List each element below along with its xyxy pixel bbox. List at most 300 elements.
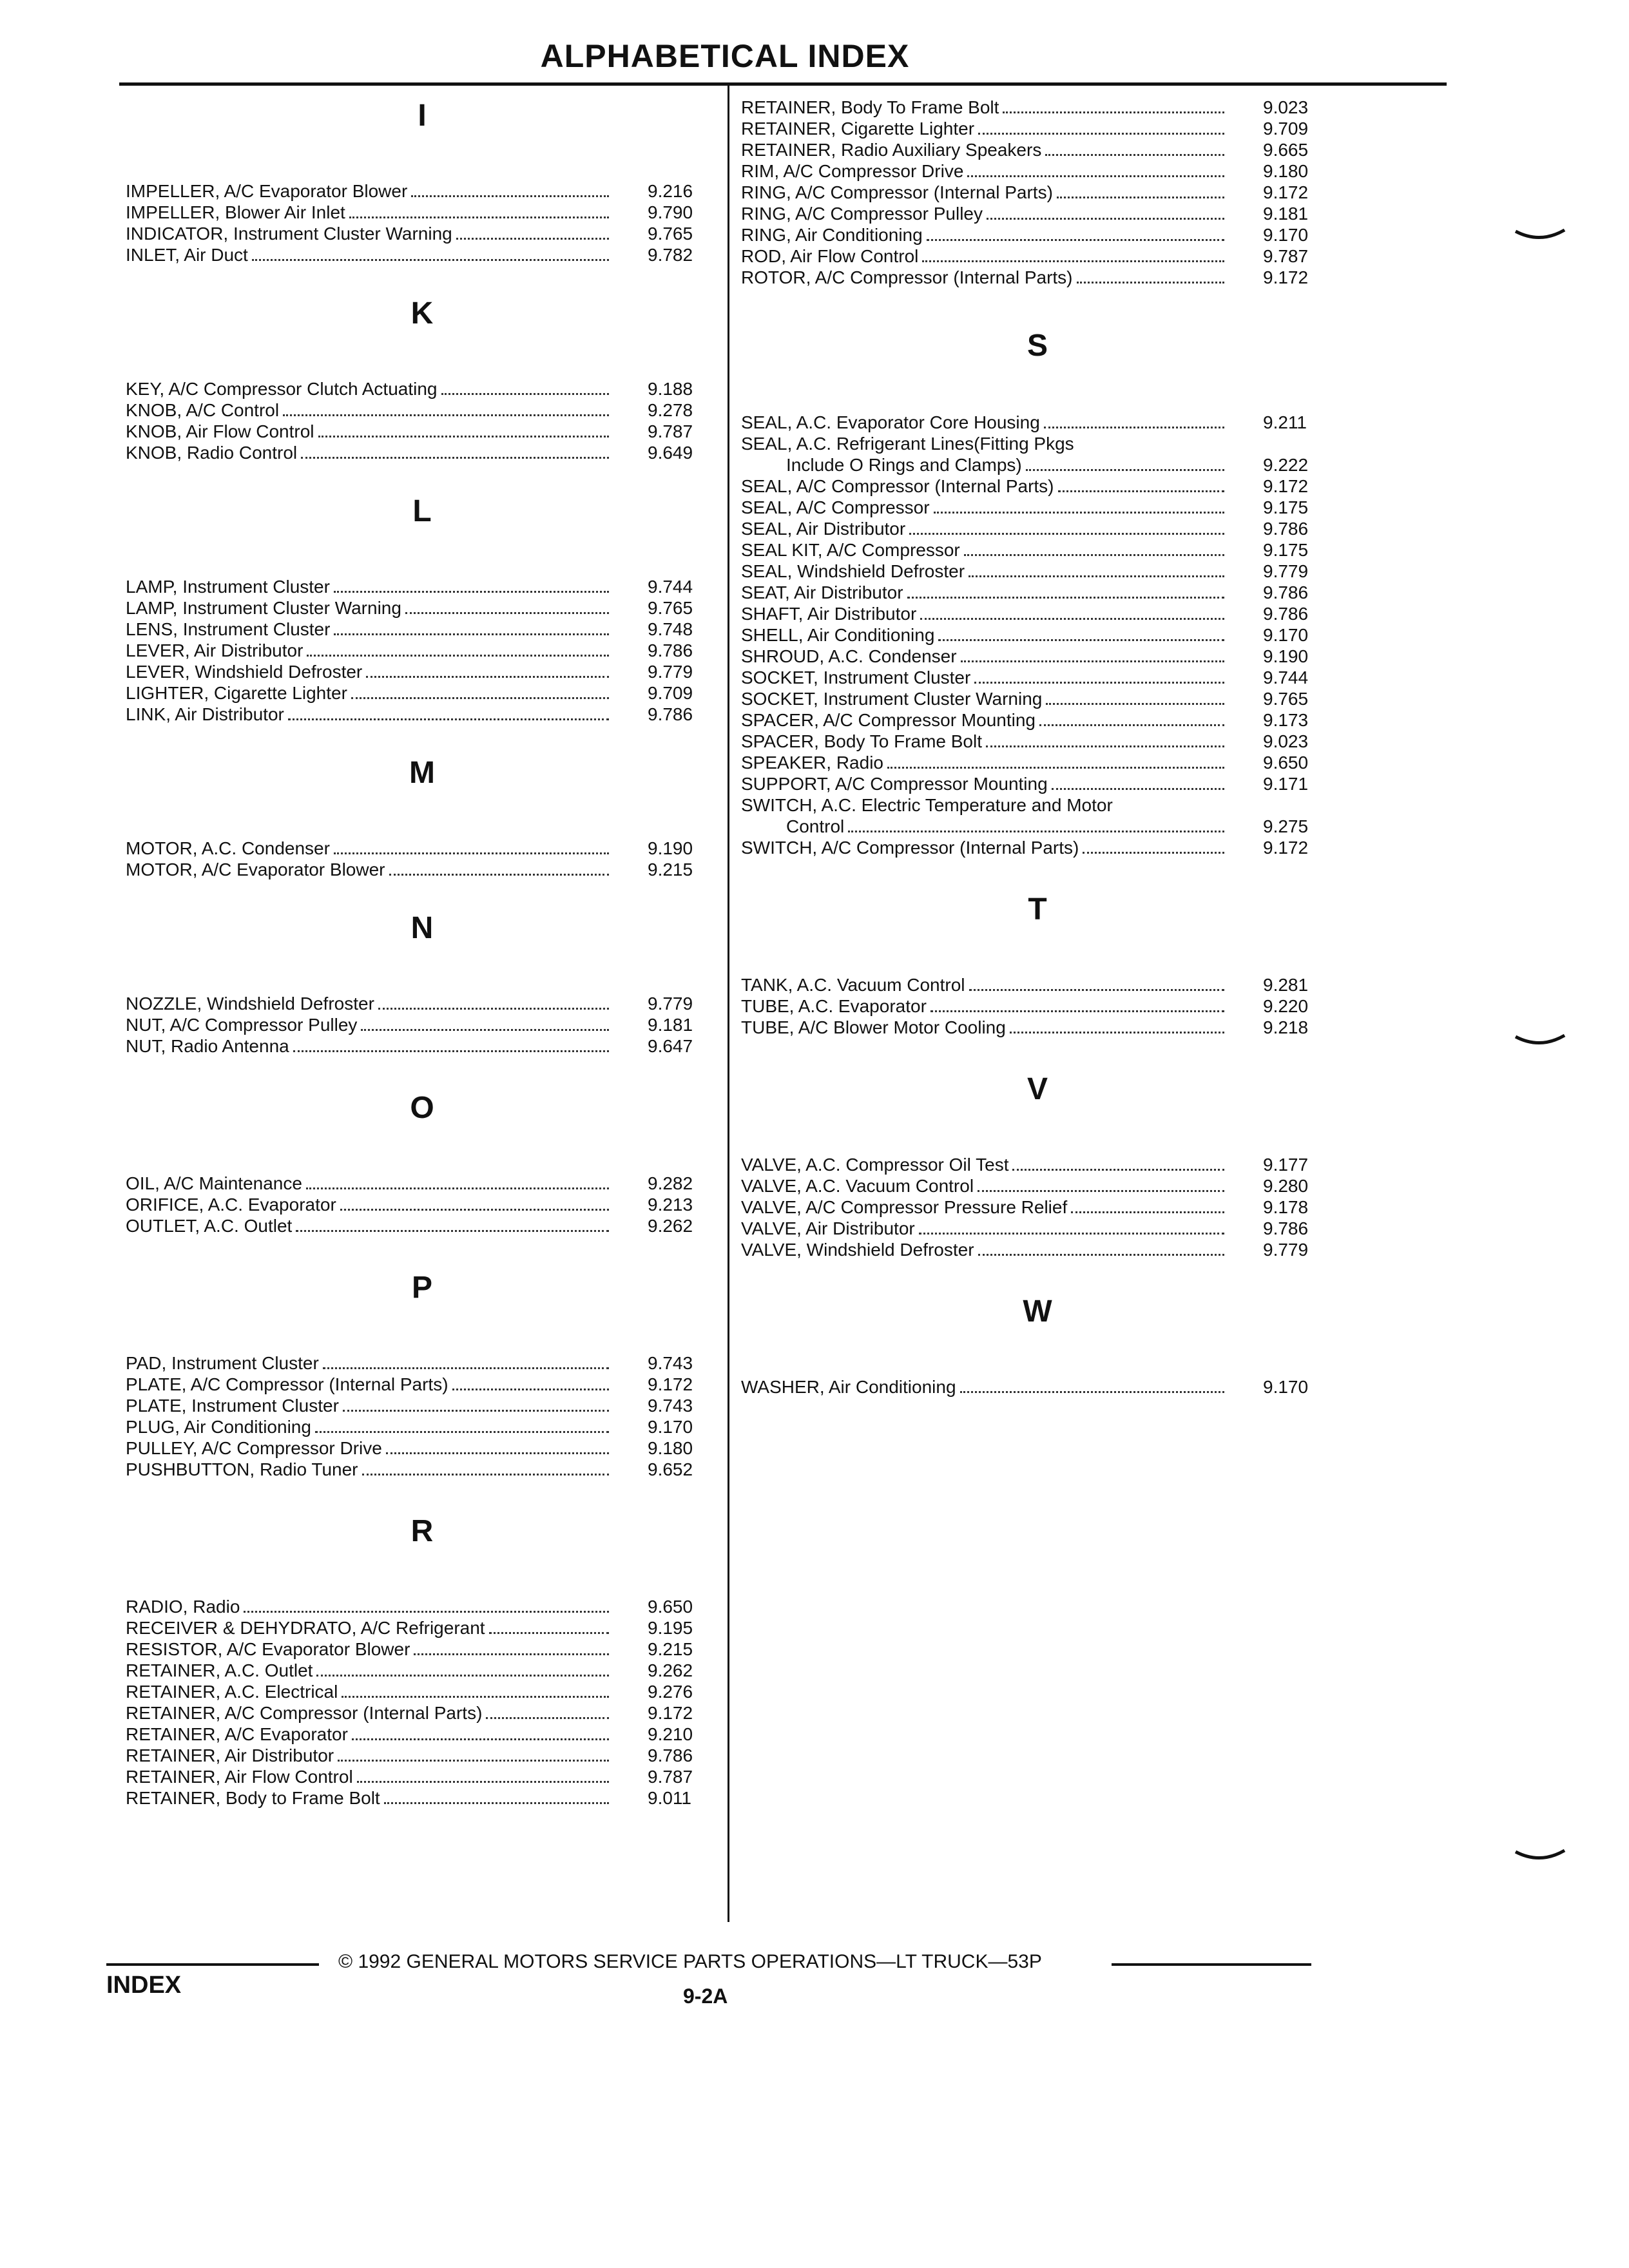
dot-leader bbox=[352, 1738, 609, 1740]
index-section bbox=[741, 1070, 1334, 1260]
entry-page: 9.779 bbox=[648, 662, 693, 682]
entry-page: 9.172 bbox=[648, 1374, 693, 1394]
dot-leader bbox=[334, 852, 609, 854]
entry-name: SPACER, A/C Compressor Mounting bbox=[741, 710, 1036, 730]
entry-name: WASHER, Air Conditioning bbox=[741, 1377, 956, 1397]
binding-mark bbox=[1514, 229, 1566, 242]
dot-leader bbox=[306, 1187, 609, 1189]
entry-page: 9.218 bbox=[1263, 1017, 1309, 1037]
entry-page: 9.213 bbox=[648, 1195, 693, 1215]
dot-leader bbox=[1071, 1211, 1224, 1213]
entry-name: SPACER, Body To Frame Bolt bbox=[741, 731, 982, 751]
entry-name: RETAINER, Cigarette Lighter bbox=[741, 119, 975, 139]
index-section bbox=[741, 97, 1334, 288]
entry-name: TUBE, A/C Blower Motor Cooling bbox=[741, 1017, 1006, 1037]
index-entry bbox=[126, 576, 718, 597]
entry-page: 9.175 bbox=[1263, 540, 1309, 560]
entry-page: 9.765 bbox=[648, 598, 693, 618]
entry-name: SEAL, Windshield Defroster bbox=[741, 561, 965, 581]
dot-leader bbox=[969, 989, 1224, 991]
entry-name: SWITCH, A/C Compressor (Internal Parts) bbox=[741, 838, 1079, 858]
dot-leader bbox=[1045, 154, 1224, 156]
dot-leader bbox=[1057, 197, 1224, 198]
entry-page: 9.779 bbox=[648, 994, 693, 1014]
entry-name: SHROUD, A.C. Condenser bbox=[741, 646, 957, 666]
dot-leader bbox=[340, 1209, 609, 1211]
index-entry bbox=[126, 1766, 718, 1787]
entry-page: 9.786 bbox=[1263, 604, 1309, 624]
index-entry bbox=[126, 859, 718, 880]
entry-page: 9.779 bbox=[1263, 561, 1309, 581]
footer-page-number: 9-2A bbox=[683, 1984, 728, 2008]
entry-page: 9.211 bbox=[1263, 412, 1307, 432]
entry-name: SUPPORT, A/C Compressor Mounting bbox=[741, 774, 1048, 794]
index-entry bbox=[741, 667, 1334, 688]
index-entry bbox=[126, 1437, 718, 1459]
dot-leader bbox=[307, 655, 609, 657]
dot-leader bbox=[252, 259, 609, 261]
entry-page: 9.790 bbox=[648, 202, 693, 222]
section-letter: W bbox=[1023, 1294, 1052, 1329]
dot-leader bbox=[349, 216, 609, 218]
dot-leader bbox=[316, 1675, 609, 1677]
index-entry bbox=[126, 1724, 718, 1745]
dot-leader bbox=[486, 1717, 609, 1719]
footer-copyright: © 1992 GENERAL MOTORS SERVICE PARTS OPERATIONS—LT TRUCK—53P bbox=[338, 1951, 1042, 1972]
index-entry bbox=[741, 688, 1334, 709]
entry-name: SEAL, A.C. Refrigerant Lines(Fitting Pkgs bbox=[741, 434, 1074, 454]
dot-leader bbox=[405, 612, 609, 614]
entry-name: KNOB, A/C Control bbox=[126, 400, 280, 420]
section-letter: N bbox=[410, 911, 434, 945]
entry-name: OUTLET, A.C. Outlet bbox=[126, 1216, 293, 1236]
entry-page: 9.280 bbox=[1263, 1176, 1309, 1196]
dot-leader bbox=[967, 175, 1224, 177]
dot-leader bbox=[934, 512, 1224, 514]
index-section bbox=[126, 97, 718, 265]
entry-name: MOTOR, A/C Evaporator Blower bbox=[126, 860, 385, 879]
section-letter: P bbox=[411, 1271, 432, 1305]
entry-page: 9.275 bbox=[1263, 816, 1309, 836]
index-entry bbox=[741, 245, 1334, 267]
index-section bbox=[741, 890, 1334, 1038]
entry-page: 9.171 bbox=[1263, 774, 1309, 794]
entry-name: NOZZLE, Windshield Defroster bbox=[126, 994, 374, 1014]
dot-leader bbox=[974, 682, 1224, 684]
entry-page: 9.665 bbox=[1263, 140, 1309, 160]
section-letter: R bbox=[410, 1514, 434, 1548]
index-entry bbox=[126, 223, 718, 244]
entry-name: SEAT, Air Distributor bbox=[741, 582, 903, 602]
entry-name: PAD, Instrument Cluster bbox=[126, 1353, 319, 1373]
index-entry bbox=[741, 1239, 1334, 1260]
section-letter: I bbox=[418, 99, 427, 133]
index-entry bbox=[126, 1215, 718, 1236]
entry-name: IMPELLER, Blower Air Inlet bbox=[126, 202, 345, 222]
section-letter: T bbox=[1028, 892, 1047, 927]
entry-name: KEY, A/C Compressor Clutch Actuating bbox=[126, 379, 438, 399]
entry-name: RETAINER, Body to Frame Bolt bbox=[126, 1788, 380, 1808]
dot-leader bbox=[441, 393, 610, 395]
index-section bbox=[126, 909, 718, 1057]
dot-leader bbox=[986, 745, 1224, 747]
entry-name: RETAINER, A.C. Outlet bbox=[126, 1660, 313, 1680]
entry-page: 9.743 bbox=[648, 1353, 693, 1373]
dot-leader bbox=[323, 1367, 609, 1369]
entry-name: VALVE, A.C. Vacuum Control bbox=[741, 1176, 974, 1196]
entry-name: RESISTOR, A/C Evaporator Blower bbox=[126, 1639, 410, 1659]
index-entry bbox=[741, 412, 1334, 433]
dot-leader bbox=[334, 633, 609, 635]
index-entry bbox=[126, 993, 718, 1014]
index-entry bbox=[741, 1218, 1334, 1239]
dot-leader bbox=[960, 1391, 1224, 1393]
entry-name: KNOB, Radio Control bbox=[126, 443, 298, 463]
dot-leader bbox=[414, 1653, 609, 1655]
entry-page: 9.786 bbox=[648, 640, 693, 660]
index-entry bbox=[126, 1173, 718, 1194]
dot-leader bbox=[1044, 427, 1224, 428]
entry-page: 9.276 bbox=[648, 1682, 693, 1702]
dot-leader bbox=[938, 639, 1224, 641]
entry-name: SEAL, A.C. Evaporator Core Housing bbox=[741, 412, 1040, 432]
entry-name: VALVE, Windshield Defroster bbox=[741, 1240, 974, 1260]
index-entry bbox=[126, 202, 718, 223]
index-entry bbox=[741, 974, 1334, 995]
dot-leader bbox=[887, 767, 1224, 769]
index-section bbox=[126, 1269, 718, 1480]
entry-name: SWITCH, A.C. Electric Temperature and Motor bbox=[741, 795, 1113, 815]
dot-leader bbox=[1077, 282, 1225, 284]
index-entry bbox=[126, 1416, 718, 1437]
dot-leader bbox=[920, 618, 1224, 620]
index-entry bbox=[741, 476, 1334, 497]
entry-page: 9.172 bbox=[648, 1703, 693, 1723]
entry-name: ORIFICE, A.C. Evaporator bbox=[126, 1195, 336, 1215]
entry-name: TANK, A.C. Vacuum Control bbox=[741, 975, 965, 995]
entry-page: 9.173 bbox=[1263, 710, 1309, 730]
dot-leader bbox=[489, 1632, 609, 1634]
dot-leader bbox=[930, 1010, 1224, 1012]
index-entry bbox=[741, 1376, 1334, 1398]
entry-page: 9.216 bbox=[648, 181, 693, 201]
dot-leader bbox=[342, 1696, 609, 1698]
entry-name: SHAFT, Air Distributor bbox=[741, 604, 917, 624]
dot-leader bbox=[244, 1611, 609, 1613]
index-entry bbox=[741, 97, 1334, 118]
index-section bbox=[126, 1512, 718, 1809]
index-entry bbox=[126, 1194, 718, 1215]
index-entry bbox=[741, 709, 1334, 731]
index-entry bbox=[741, 1196, 1334, 1218]
dot-leader bbox=[361, 1029, 609, 1031]
index-entry bbox=[126, 1681, 718, 1702]
entry-page: 9.181 bbox=[1263, 204, 1309, 224]
entry-name: LIGHTER, Cigarette Lighter bbox=[126, 683, 347, 703]
entry-name: RETAINER, Body To Frame Bolt bbox=[741, 97, 999, 117]
dot-leader bbox=[848, 831, 1224, 832]
dot-leader bbox=[362, 1474, 610, 1475]
index-entry bbox=[741, 603, 1334, 624]
dot-leader bbox=[318, 436, 609, 437]
dot-leader bbox=[366, 676, 609, 678]
dot-leader bbox=[961, 660, 1224, 662]
index-entry bbox=[126, 1035, 718, 1057]
dot-leader bbox=[315, 1431, 609, 1433]
entry-name: MOTOR, A.C. Condenser bbox=[126, 838, 330, 858]
index-entry bbox=[741, 624, 1334, 646]
entry-page: 9.190 bbox=[1263, 646, 1309, 666]
binding-mark bbox=[1514, 1849, 1566, 1862]
index-entry bbox=[126, 1395, 718, 1416]
entry-page: 9.652 bbox=[648, 1459, 693, 1479]
left-column bbox=[126, 97, 718, 1809]
entry-page: 9.743 bbox=[648, 1396, 693, 1416]
index-entry bbox=[126, 640, 718, 661]
entry-name: SEAL KIT, A/C Compressor bbox=[741, 540, 960, 560]
entry-page: 9.170 bbox=[648, 1417, 693, 1437]
entry-name: TUBE, A.C. Evaporator bbox=[741, 996, 927, 1016]
index-entry bbox=[126, 838, 718, 859]
dot-leader bbox=[1083, 852, 1224, 854]
entry-page: 9.765 bbox=[1263, 689, 1309, 709]
entry-name: RECEIVER & DEHYDRATO, A/C Refrigerant bbox=[126, 1618, 485, 1638]
entry-page: 9.787 bbox=[648, 1767, 693, 1787]
entry-page: 9.281 bbox=[1263, 975, 1309, 995]
entry-page: 9.786 bbox=[1263, 1218, 1309, 1238]
index-entry bbox=[741, 731, 1334, 752]
entry-name: LENS, Instrument Cluster bbox=[126, 619, 331, 639]
section-letter: V bbox=[1027, 1072, 1048, 1106]
index-entry bbox=[126, 597, 718, 619]
dot-leader bbox=[357, 1781, 609, 1783]
index-entry bbox=[126, 1660, 718, 1681]
index-entry bbox=[126, 682, 718, 704]
entry-name: KNOB, Air Flow Control bbox=[126, 421, 314, 441]
entry-name: RETAINER, Air Distributor bbox=[126, 1745, 334, 1765]
entry-name: PULLEY, A/C Compressor Drive bbox=[126, 1438, 382, 1458]
dot-leader bbox=[386, 1452, 609, 1454]
entry-page: 9.170 bbox=[1263, 1377, 1309, 1397]
entry-name: LEVER, Windshield Defroster bbox=[126, 662, 363, 682]
entry-page: 9.172 bbox=[1263, 182, 1309, 202]
section-letter: M bbox=[409, 756, 435, 790]
entry-page: 9.786 bbox=[1263, 582, 1309, 602]
section-letter: O bbox=[410, 1091, 434, 1125]
entry-page: 9.180 bbox=[648, 1438, 693, 1458]
entry-name: RETAINER, A/C Evaporator bbox=[126, 1724, 348, 1744]
index-entry bbox=[741, 454, 1334, 476]
index-entry bbox=[126, 399, 718, 421]
dot-leader bbox=[384, 1802, 609, 1804]
entry-name: PLUG, Air Conditioning bbox=[126, 1417, 311, 1437]
index-entry bbox=[126, 421, 718, 442]
entry-name: SOCKET, Instrument Cluster Warning bbox=[741, 689, 1043, 709]
index-entry bbox=[741, 118, 1334, 139]
dot-leader bbox=[411, 195, 609, 197]
dot-leader bbox=[338, 1760, 609, 1762]
entry-name: RING, A/C Compressor Pulley bbox=[741, 204, 983, 224]
index-entry bbox=[126, 442, 718, 463]
entry-name: SEAL, Air Distributor bbox=[741, 519, 906, 539]
index-entry bbox=[741, 433, 1334, 454]
index-entry bbox=[126, 244, 718, 265]
entry-name: PUSHBUTTON, Radio Tuner bbox=[126, 1459, 358, 1479]
index-entry bbox=[741, 1175, 1334, 1196]
index-entry bbox=[126, 619, 718, 640]
index-entry bbox=[741, 182, 1334, 203]
entry-page: 9.170 bbox=[1263, 225, 1309, 245]
entry-name: PLATE, Instrument Cluster bbox=[126, 1396, 339, 1416]
entry-name: RING, A/C Compressor (Internal Parts) bbox=[741, 182, 1053, 202]
entry-page: 9.195 bbox=[648, 1618, 693, 1638]
index-entry bbox=[126, 1787, 718, 1809]
entry-name: RETAINER, Radio Auxiliary Speakers bbox=[741, 140, 1042, 160]
index-entry bbox=[741, 794, 1334, 816]
entry-name: VALVE, A/C Compressor Pressure Relief bbox=[741, 1197, 1068, 1217]
entry-name: SHELL, Air Conditioning bbox=[741, 625, 935, 645]
entry-page: 9.765 bbox=[648, 224, 693, 244]
index-entry bbox=[126, 1617, 718, 1639]
index-entry bbox=[741, 752, 1334, 773]
dot-leader bbox=[1039, 724, 1224, 726]
entry-name: NUT, A/C Compressor Pulley bbox=[126, 1015, 358, 1035]
dot-leader bbox=[293, 1050, 609, 1052]
binding-mark bbox=[1514, 1034, 1566, 1047]
entry-page: 9.744 bbox=[648, 577, 693, 597]
entry-page: 9.786 bbox=[648, 1745, 693, 1765]
index-entry bbox=[741, 539, 1334, 561]
entry-page: 9.647 bbox=[648, 1036, 693, 1056]
dot-leader bbox=[296, 1230, 609, 1232]
entry-name: NUT, Radio Antenna bbox=[126, 1036, 289, 1056]
entry-name: LINK, Air Distributor bbox=[126, 704, 284, 724]
dot-leader bbox=[987, 218, 1224, 220]
index-entry bbox=[126, 661, 718, 682]
entry-page: 9.282 bbox=[648, 1173, 693, 1193]
dot-leader bbox=[1052, 788, 1224, 790]
entry-name: RETAINER, A/C Compressor (Internal Parts) bbox=[126, 1703, 483, 1723]
index-entry bbox=[741, 267, 1334, 288]
index-section bbox=[126, 492, 718, 725]
dot-leader bbox=[1026, 469, 1224, 471]
entry-name: RETAINER, Air Flow Control bbox=[126, 1767, 353, 1787]
dot-leader bbox=[907, 597, 1224, 599]
index-entry bbox=[741, 773, 1334, 794]
index-entry bbox=[741, 816, 1334, 837]
index-entry bbox=[741, 160, 1334, 182]
dot-leader bbox=[301, 457, 609, 459]
entry-page: 9.011 bbox=[648, 1788, 691, 1808]
dot-leader bbox=[919, 1233, 1224, 1235]
dot-leader bbox=[283, 414, 609, 416]
entry-page: 9.023 bbox=[1263, 97, 1309, 117]
dot-leader bbox=[288, 718, 609, 720]
index-entry bbox=[741, 582, 1334, 603]
entry-name: ROTOR, A/C Compressor (Internal Parts) bbox=[741, 267, 1073, 287]
index-entry bbox=[126, 1459, 718, 1480]
index-entry bbox=[741, 646, 1334, 667]
entry-name: ROD, Air Flow Control bbox=[741, 246, 919, 266]
entry-page: 9.779 bbox=[1263, 1240, 1309, 1260]
dot-leader bbox=[1003, 111, 1224, 113]
entry-page: 9.170 bbox=[1263, 625, 1309, 645]
index-section bbox=[741, 1293, 1334, 1398]
index-entry bbox=[741, 497, 1334, 518]
entry-page: 9.709 bbox=[1263, 119, 1309, 139]
dot-leader bbox=[334, 591, 609, 593]
footer-section-label: INDEX bbox=[106, 1972, 182, 1999]
entry-page: 9.215 bbox=[648, 860, 693, 879]
entry-page: 9.172 bbox=[1263, 476, 1309, 496]
entry-page: 9.210 bbox=[648, 1724, 693, 1744]
dot-leader bbox=[978, 1190, 1224, 1192]
entry-page: 9.220 bbox=[1263, 996, 1309, 1016]
entry-page: 9.787 bbox=[648, 421, 693, 441]
entry-page: 9.649 bbox=[648, 443, 693, 463]
dot-leader bbox=[456, 238, 609, 240]
entry-name: Include O Rings and Clamps) bbox=[786, 455, 1022, 475]
entry-name: SPEAKER, Radio bbox=[741, 753, 883, 773]
entry-name: RIM, A/C Compressor Drive bbox=[741, 161, 964, 181]
entry-name: RADIO, Radio bbox=[126, 1597, 240, 1617]
index-entry bbox=[741, 203, 1334, 224]
index-entry bbox=[741, 1017, 1334, 1038]
index-section bbox=[126, 754, 718, 880]
footer-rule-left bbox=[106, 1963, 319, 1966]
entry-name: INLET, Air Duct bbox=[126, 245, 248, 265]
entry-page: 9.181 bbox=[648, 1015, 693, 1035]
entry-page: 9.177 bbox=[1263, 1155, 1309, 1175]
index-entry bbox=[126, 378, 718, 399]
dot-leader bbox=[452, 1389, 609, 1390]
title-rule bbox=[119, 82, 1447, 86]
index-section bbox=[741, 327, 1334, 858]
entry-name: RING, Air Conditioning bbox=[741, 225, 923, 245]
entry-name: PLATE, A/C Compressor (Internal Parts) bbox=[126, 1374, 448, 1394]
entry-page: 9.748 bbox=[648, 619, 693, 639]
dot-leader bbox=[1046, 703, 1224, 705]
entry-name: SOCKET, Instrument Cluster bbox=[741, 668, 971, 687]
entry-page: 9.190 bbox=[648, 838, 693, 858]
section-letter: L bbox=[412, 494, 432, 528]
entry-page: 9.172 bbox=[1263, 838, 1309, 858]
dot-leader bbox=[978, 1254, 1224, 1256]
index-entry bbox=[126, 1745, 718, 1766]
index-entry bbox=[126, 180, 718, 202]
index-section bbox=[126, 1089, 718, 1236]
dot-leader bbox=[1058, 490, 1224, 492]
entry-name: IMPELLER, A/C Evaporator Blower bbox=[126, 181, 408, 201]
dot-leader bbox=[927, 239, 1224, 241]
footer-rule-right bbox=[1112, 1963, 1311, 1966]
entry-name: LEVER, Air Distributor bbox=[126, 640, 304, 660]
entry-page: 9.180 bbox=[1263, 161, 1309, 181]
index-entry bbox=[126, 1014, 718, 1035]
page-title: ALPHABETICAL INDEX bbox=[540, 38, 910, 74]
column-divider bbox=[728, 86, 729, 1922]
index-entry bbox=[741, 518, 1334, 539]
index-entry bbox=[126, 1596, 718, 1617]
entry-name: SEAL, A/C Compressor (Internal Parts) bbox=[741, 476, 1054, 496]
entry-page: 9.786 bbox=[648, 704, 693, 724]
dot-leader bbox=[1010, 1032, 1224, 1033]
index-entry bbox=[741, 995, 1334, 1017]
right-column bbox=[741, 97, 1334, 1398]
entry-page: 9.215 bbox=[648, 1639, 693, 1659]
entry-name: OIL, A/C Maintenance bbox=[126, 1173, 302, 1193]
dot-leader bbox=[378, 1008, 609, 1010]
